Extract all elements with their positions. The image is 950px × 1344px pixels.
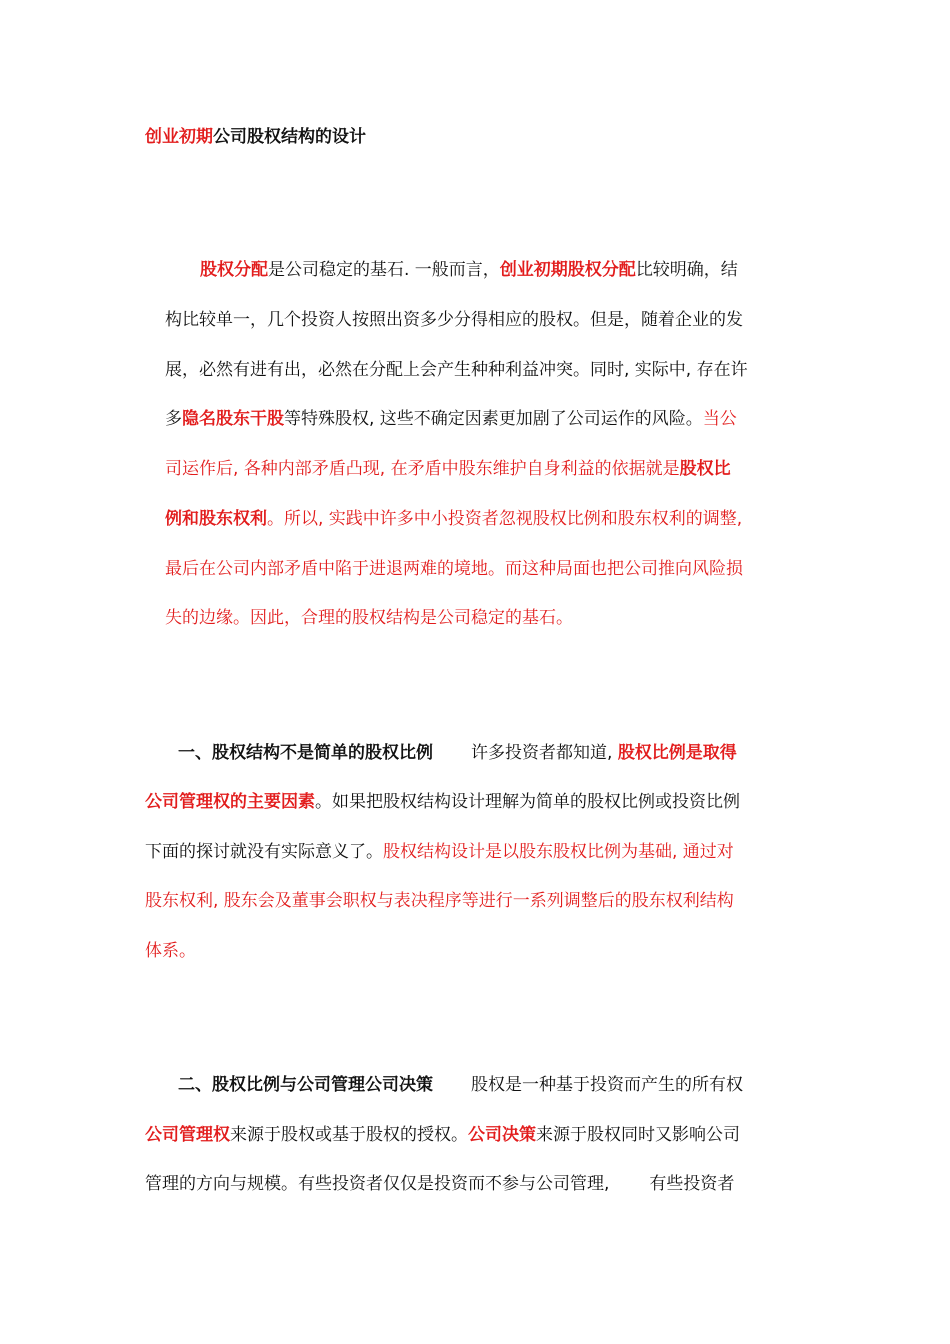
keyword-hidden-shareholder: 隐名股东干股 <box>182 409 284 429</box>
text-segment: 许多投资者都知道, <box>471 743 618 763</box>
section-1-line-2 <box>145 789 805 815</box>
text-segment: 是公司稳定的基石. 一般而言， <box>268 260 500 280</box>
section-1-line-4: 股东权利, 股东会及董事会职权与表决程序等进行一系列调整后的股东权利结构 <box>145 891 734 911</box>
red-text-segment: 股权结构设计是以股东股权比例为基础, 通过对 <box>383 842 734 862</box>
text-segment: 等特殊股权, 这些不确定因素更加剧了公司运作的风险。 <box>284 409 703 429</box>
section-2-heading: 二、股权比例与公司管理公司决策 <box>178 1075 433 1095</box>
paragraph-1-line-3: 展，必然有进有出，必然在分配上会产生种种利益冲突。同时, 实际中, 存在许 <box>165 360 748 380</box>
document-title <box>145 124 366 150</box>
text-segment: 下面的探讨就没有实际意义了。 <box>145 842 383 862</box>
paragraph-1-line-5 <box>165 456 805 482</box>
keyword-equity-ratio-key: 股权比例是取得 <box>617 743 737 763</box>
text-segment: 多 <box>165 409 182 429</box>
text-segment: 。如果把股权结构设计理解为简单的股权比例或投资比例 <box>315 792 740 812</box>
keyword-company-management: 公司管理权 <box>145 1125 230 1145</box>
text-segment: 来源于股权同时又影响公司 <box>536 1125 740 1145</box>
text-segment: 股权是一种基于投资而产生的所有权 <box>471 1075 743 1095</box>
red-text-segment: 司运作后, 各种内部矛盾凸现, 在矛盾中股东维护自身利益的依据就是 <box>165 459 680 479</box>
text-segment: 管理的方向与规模。有些投资者仅仅是投资而不参与公司管理, <box>145 1174 610 1194</box>
keyword-equity-ratio: 股权比 <box>679 459 731 479</box>
keyword-company-decision: 公司决策 <box>468 1125 536 1145</box>
keyword-startup-equity: 创业初期股权分配 <box>499 260 636 280</box>
paragraph-1-line-2: 构比较单一，几个投资人按照出资多少分得相应的股权。但是，随着企业的发 <box>165 310 743 330</box>
section-1-heading: 一、股权结构不是简单的股权比例 <box>178 743 433 763</box>
section-2-line-1 <box>178 1072 838 1098</box>
paragraph-1-line-1 <box>200 257 805 283</box>
section-1-line-3 <box>145 839 805 865</box>
text-segment: 来源于股权或基于股权的授权。 <box>230 1125 468 1145</box>
text-segment: 比较明确，结 <box>635 260 738 280</box>
title-text: 公司股权结构的设计 <box>213 127 366 147</box>
red-text-segment: 。所以, 实践中许多中小投资者忽视股权比例和股东权利的调整, <box>267 509 743 529</box>
red-text-segment: 当公 <box>702 409 737 429</box>
section-1-line-5: 体系。 <box>145 941 196 961</box>
paragraph-1-line-6 <box>165 506 805 532</box>
paragraph-1-line-8: 失的边缘。因此，合理的股权结构是公司稳定的基石。 <box>165 608 573 628</box>
paragraph-1-line-4 <box>165 406 805 432</box>
keyword-shareholder-rights: 例和股东权利 <box>165 509 267 529</box>
title-highlight: 创业初期 <box>145 127 213 147</box>
keyword-equity-distribution: 股权分配 <box>200 260 268 280</box>
section-2-line-2 <box>145 1122 805 1148</box>
text-segment: 有些投资者 <box>649 1174 735 1194</box>
keyword-management-right: 公司管理权的主要因素 <box>145 792 315 812</box>
paragraph-1-line-7: 最后在公司内部矛盾中陷于进退两难的境地。而这种局面也把公司推向风险损 <box>165 559 743 579</box>
section-1-line-1 <box>178 740 838 766</box>
section-2-line-3 <box>145 1171 805 1197</box>
